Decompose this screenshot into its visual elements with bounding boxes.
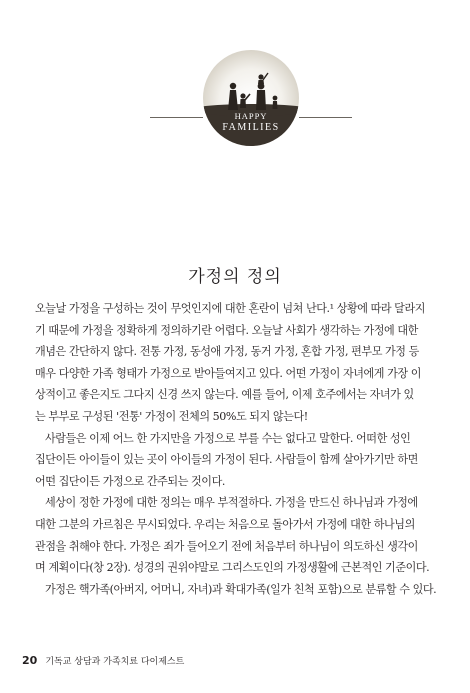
text-line: 상적이고 좋은지도 그다지 신경 쓰지 않는다. 예를 들어, 이제 호주에서는 자녀가 있 xyxy=(35,388,414,402)
text-line: 며 계획이다(창 2장). 성경의 권위야말로 그리스도인의 가정생활에 근본적인 기준이다. xyxy=(35,561,430,575)
text-line: 어떤 집단이든 가정으로 간주되는 것이다. xyxy=(35,474,225,488)
text-line: 매우 다양한 가족 형태가 가정으로 받아들여지고 있다. 어떤 가정이 자녀에게 가장 이 xyxy=(35,366,421,380)
body-text xyxy=(35,298,437,600)
text-line: 집단이든 아이들이 있는 곳이 아이들의 가정이 된다. 사람들이 함께 살아가기만 하면 xyxy=(35,453,418,467)
text-line: 는 부부로 구성된 '전통' 가정이 전체의 50%도 되지 않는다! xyxy=(35,409,308,423)
text-line: 대한 그분의 가르침은 무시되었다. 우리는 처음으로 돌아가서 가정에 대한 하나님의 xyxy=(35,517,415,531)
text-line: 사람들은 이제 어느 한 가지만을 가정으로 부를 수는 없다고 말한다. 어떠한 성인 xyxy=(45,431,411,445)
emblem-line-left xyxy=(150,117,203,118)
text-line: 관점을 취해야 한다. 가정은 죄가 들어오기 전에 처음부터 하나님이 의도하신 생각이 xyxy=(35,539,418,553)
emblem-text-families: FAMILIES xyxy=(222,122,280,133)
text-line: 가정은 핵가족(아버지, 어머니, 자녀)과 확대가족(일가 친척 포함)으로 분류할 수 있다. xyxy=(45,582,437,596)
section-title: 가정의 정의 xyxy=(188,267,282,287)
emblem-text-happy: HAPPY xyxy=(234,111,268,121)
text-line: 세상이 정한 가정에 대한 정의는 매우 부적절하다. 가정을 만드신 하나님과 가정에 xyxy=(45,496,418,510)
text-line: 개념은 간단하지 않다. 전통 가정, 동성애 가정, 동거 가정, 혼합 가정, 편부모 가정 등 xyxy=(35,345,419,359)
text-line: 오늘날 가정을 구성하는 것이 무엇인지에 대한 혼란이 넘쳐 난다.¹ 상황에 따라 달라지 xyxy=(35,302,425,315)
text-line: 기 때문에 가정을 정확하게 정의하기란 어렵다. 오늘날 사회가 생각하는 가정에 대한 xyxy=(35,323,418,337)
emblem-line-right xyxy=(299,117,352,118)
page-footer xyxy=(22,654,184,667)
page-number: 20 xyxy=(22,654,38,667)
book-title: 기독교 상담과 가족치료 다이제스트 xyxy=(45,657,185,667)
